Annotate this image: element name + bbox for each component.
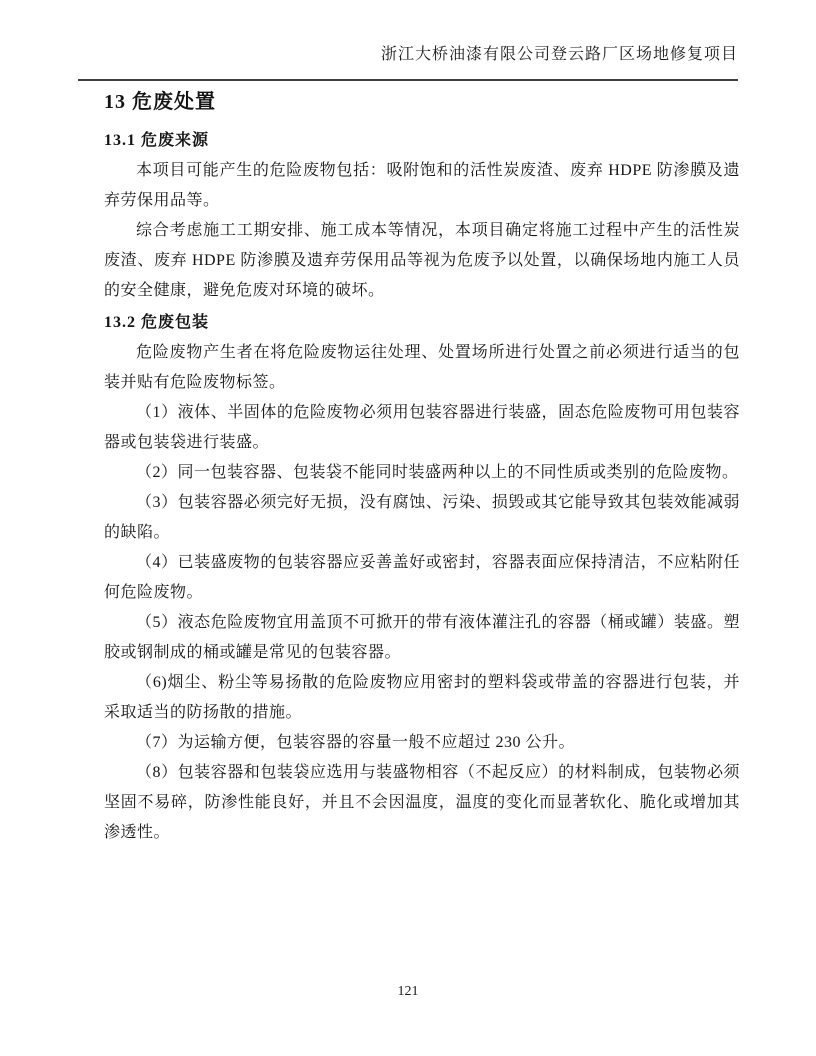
paragraph-packaging-item-8: （8）包装容器和包装袋应选用与装盛物相容（不起反应）的材料制成，包装物必须坚固不易碎，防渗性能良好，并且不会因温度，温度的变化而显著软化、脆化或增加其渗透性。 <box>104 764 740 841</box>
paragraph-packaging-item-6: （6)烟尘、粉尘等易扬散的危险废物应用密封的塑料袋或带盖的容器进行包装，并采取适当的防扬散的措施。 <box>104 674 740 721</box>
header-rule <box>78 79 738 81</box>
paragraph-packaging-item-7: （7）为运输方便，包装容器的容量一般不应超过 230 公升。 <box>136 734 576 751</box>
paragraph-packaging-item-2: （2）同一包装容器、包装袋不能同时装盛两种以上的不同性质或类别的危险废物。 <box>136 464 739 481</box>
section-heading-13-2: 13.2 危废包装 <box>104 314 210 331</box>
paragraph-source-intro: 本项目可能产生的危险废物包括：吸附饱和的活性炭废渣、废弃 HDPE 防渗膜及遗弃劳保用品等。 <box>104 162 740 209</box>
paragraph-packaging-item-4: （4）已装盛废物的包装容器应妥善盖好或密封，容器表面应保持清洁，不应粘附任何危险废物。 <box>104 554 740 601</box>
chapter-heading: 13 危废处置 <box>104 91 216 113</box>
section-heading-13-1: 13.1 危废来源 <box>104 132 210 149</box>
document-body <box>104 88 740 848</box>
page-header-text: 浙江大桥油漆有限公司登云路厂区场地修复项目 <box>380 46 738 63</box>
paragraph-packaging-item-3: （3）包装容器必须完好无损，没有腐蚀、污染、损毁或其它能导致其包装效能减弱的缺陷。 <box>104 494 740 541</box>
page-footer <box>0 984 816 1000</box>
paragraph-packaging-item-5: （5）液态危险废物宜用盖顶不可掀开的带有液体灌注孔的容器（桶或罐）装盛。塑胶或钢制成的桶或罐是常见的包装容器。 <box>104 614 740 661</box>
page-number: 121 <box>397 984 419 999</box>
page-header <box>78 44 738 66</box>
paragraph-packaging-item-1: （1）液体、半固体的危险废物必须用包装容器进行装盛，固态危险废物可用包装容器或包装袋进行装盛。 <box>104 404 740 451</box>
paragraph-packaging-intro: 危险废物产生者在将危险废物运往处理、处置场所进行处置之前必须进行适当的包装并贴有危险废物标签。 <box>104 344 740 391</box>
paragraph-source-decision: 综合考虑施工工期安排、施工成本等情况，本项目确定将施工过程中产生的活性炭废渣、废弃 HDPE 防渗膜及遗弃劳保用品等视为危废予以处置，以确保场地内施工人员的安全健康，避免危废对环境的破坏。 <box>104 222 740 299</box>
